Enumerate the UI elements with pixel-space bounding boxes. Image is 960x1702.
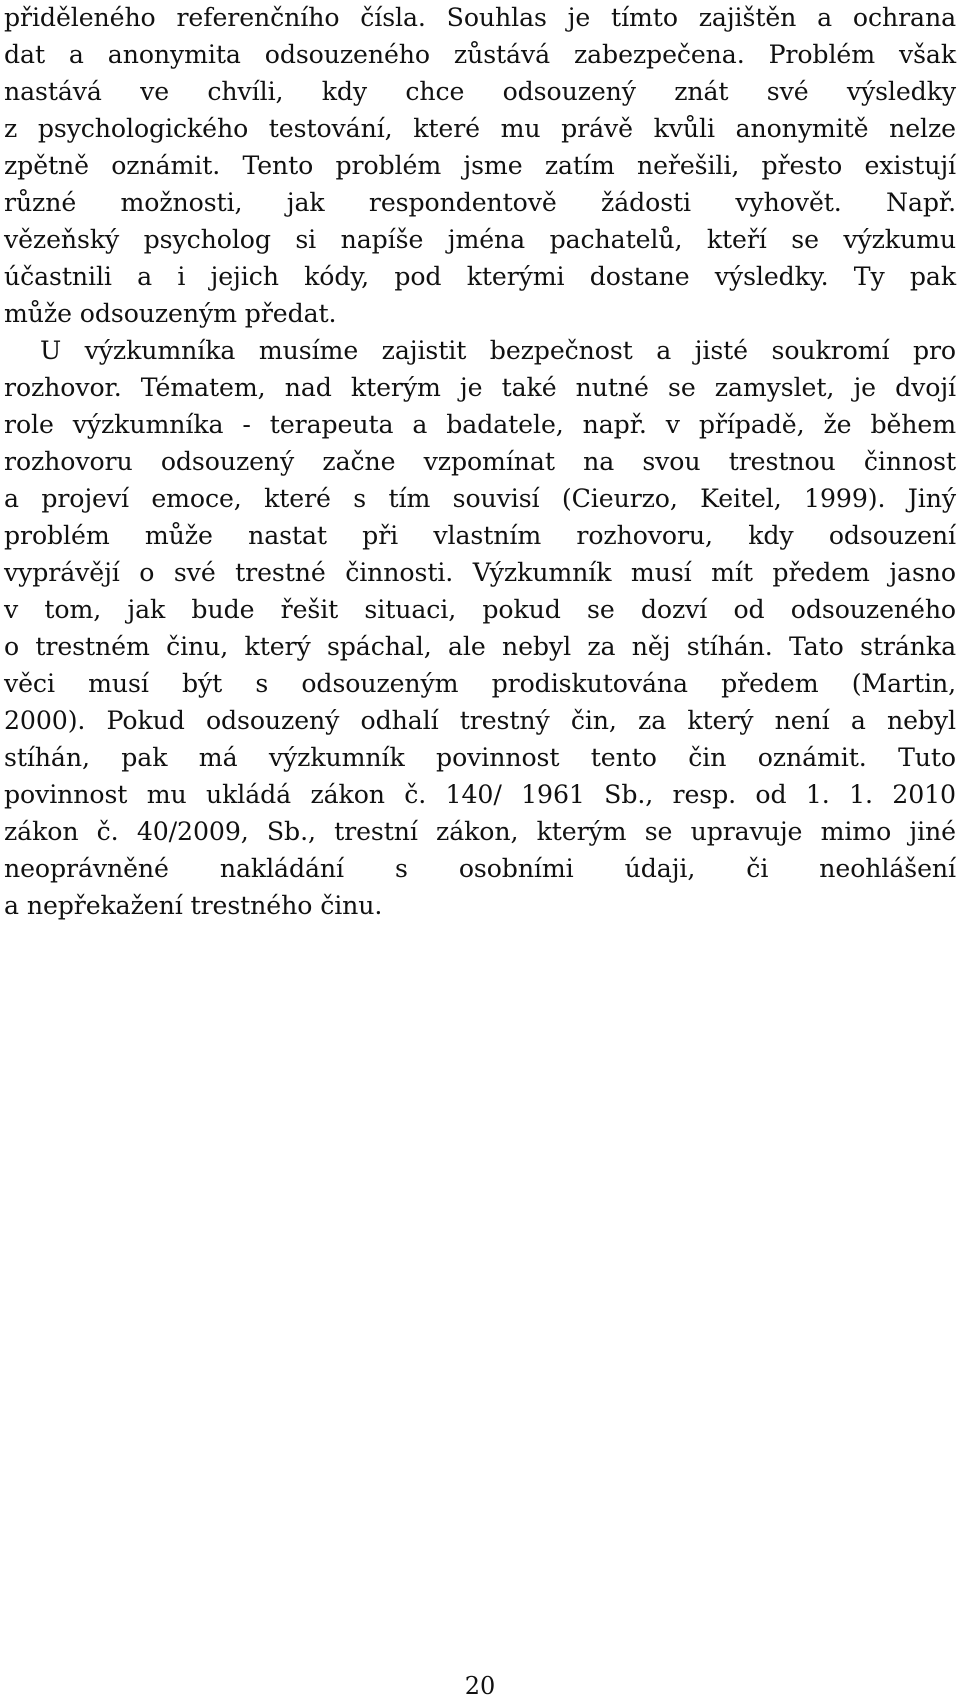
text-line: stíhán, pak má výzkumník povinnost tento čin oznámit. Tuto	[4, 743, 956, 772]
text-line: může odsouzeným předat.	[4, 299, 337, 328]
text-line: nastává ve chvíli, kdy chce odsouzený znát své výsledky	[4, 77, 956, 106]
text-line: přiděleného referenčního čísla. Souhlas je tímto zajištěn a ochrana	[4, 3, 956, 32]
page-number: 20	[464, 1672, 496, 1700]
text-line: rozhovoru odsouzený začne vzpomínat na svou trestnou činnost	[4, 447, 956, 476]
text-line: různé možnosti, jak respondentově žádosti vyhovět. Např.	[4, 188, 956, 217]
text-line: vězeňský psycholog si napíše jména pachatelů, kteří se výzkumu	[4, 225, 956, 254]
text-line: zákon č. 40/2009, Sb., trestní zákon, kterým se upravuje mimo jiné	[4, 817, 956, 846]
text-line: neoprávněné nakládání s osobními údaji, či neohlášení	[4, 854, 956, 883]
text-line: účastnili a i jejich kódy, pod kterými dostane výsledky. Ty pak	[4, 262, 956, 291]
text-line: o trestném činu, který spáchal, ale nebyl za něj stíhán. Tato stránka	[4, 632, 956, 661]
text-line: z psychologického testování, které mu právě kvůli anonymitě nelze	[4, 114, 956, 143]
text-line: 2000). Pokud odsouzený odhalí trestný čin, za který není a nebyl	[4, 706, 956, 735]
text-line: povinnost mu ukládá zákon č. 140/ 1961 Sb., resp. od 1. 1. 2010	[4, 780, 956, 809]
text-line: zpětně oznámit. Tento problém jsme zatím neřešili, přesto existují	[4, 151, 956, 180]
text-line: a nepřekažení trestného činu.	[4, 891, 383, 920]
text-line: v tom, jak bude řešit situaci, pokud se dozví od odsouzeného	[4, 595, 956, 624]
text-line: věci musí být s odsouzeným prodiskutována předem (Martin,	[4, 669, 956, 698]
text-line: rozhovor. Tématem, nad kterým je také nutné se zamyslet, je dvojí	[4, 373, 956, 402]
text-line: dat a anonymita odsouzeného zůstává zabezpečena. Problém však	[4, 40, 956, 69]
text-line: a projeví emoce, které s tím souvisí (Cieurzo, Keitel, 1999). Jiný	[4, 484, 956, 513]
text-line: problém může nastat při vlastním rozhovoru, kdy odsouzení	[4, 521, 956, 550]
text-line: vyprávějí o své trestné činnosti. Výzkumník musí mít předem jasno	[4, 558, 956, 587]
text-line: role výzkumníka - terapeuta a badatele, např. v případě, že během	[4, 410, 956, 439]
text-line: U výzkumníka musíme zajistit bezpečnost a jisté soukromí pro	[40, 336, 956, 365]
